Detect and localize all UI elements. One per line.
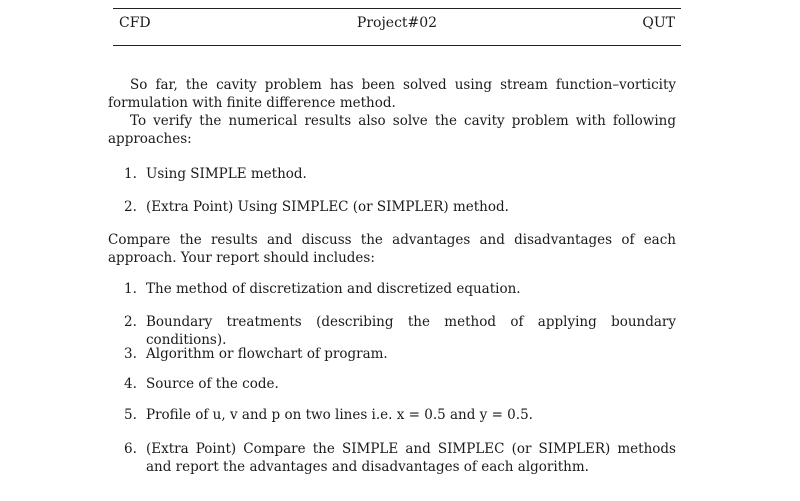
header-project: Project#02 [356, 15, 438, 31]
report-item-2 [124, 313, 676, 349]
approach-item-1 [124, 165, 676, 183]
list-text: Algorithm or flowchart of program. [146, 346, 388, 362]
header-course: CFD [119, 15, 151, 31]
report-item-5 [124, 406, 676, 424]
header-bottom-rule [113, 45, 681, 46]
report-item-4 [124, 375, 676, 393]
report-item-6 [124, 440, 676, 476]
list-number: 3. [124, 346, 137, 362]
header-institution: QUT [642, 15, 675, 31]
list-number: 5. [124, 407, 137, 423]
list-number: 6. [124, 441, 137, 457]
page-header [113, 8, 681, 46]
approach-item-2 [124, 198, 676, 216]
list-text: (Extra Point) Using SIMPLEC (or SIMPLER) method. [146, 199, 509, 215]
list-text: Profile of u, v and p on two lines i.e. x = 0.5 and y = 0.5. [146, 407, 533, 423]
report-item-3 [124, 345, 676, 363]
list-text: Boundary treatments (describing the method of applying boundary conditions). [146, 314, 676, 348]
list-number: 1. [124, 166, 137, 182]
header-top-rule [113, 8, 681, 9]
list-number: 2. [124, 199, 137, 215]
list-number: 2. [124, 314, 137, 330]
list-text: (Extra Point) Compare the SIMPLE and SIMPLEC (or SIMPLER) methods and report the advantages and disadvantages of each algorithm. [146, 441, 676, 475]
intro-paragraph-2: To verify the numerical results also solve the cavity problem with following approaches: [108, 113, 676, 147]
list-number: 1. [124, 281, 137, 297]
list-number: 4. [124, 376, 137, 392]
report-item-1 [124, 280, 676, 298]
list-text: Using SIMPLE method. [146, 166, 307, 182]
intro-paragraph-1: So far, the cavity problem has been solved using stream function–vorticity formulation with finite difference method. [108, 77, 676, 111]
list-text: Source of the code. [146, 376, 279, 392]
list-text: The method of discretization and discretized equation. [146, 281, 521, 297]
compare-paragraph: Compare the results and discuss the advantages and disadvantages of each approach. Your report should includes: [108, 232, 676, 266]
